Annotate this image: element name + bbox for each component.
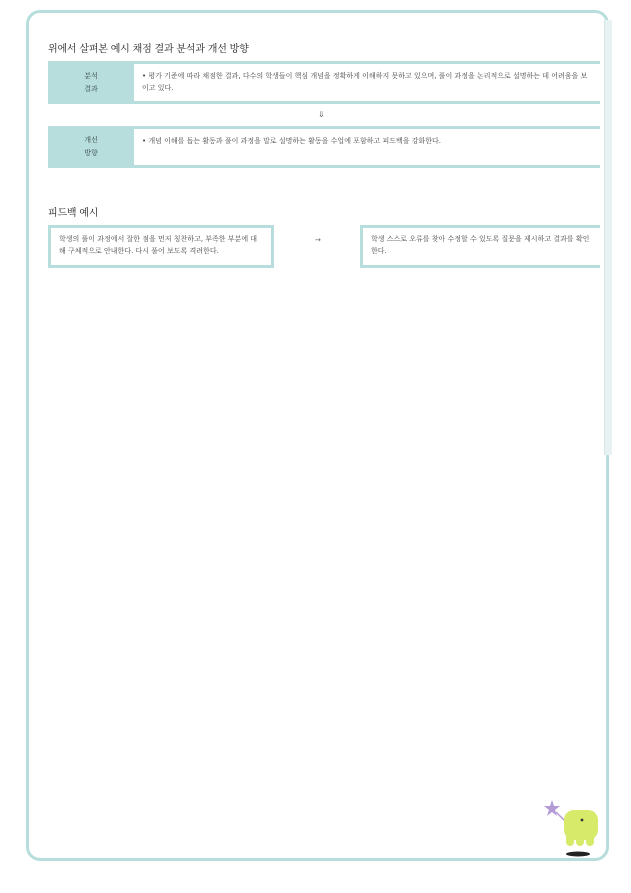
improvement-text: • 개념 이해를 돕는 활동과 풀이 과정을 말로 설명하는 활동을 수업에 포함하고 피드백을 강화한다. (142, 137, 441, 145)
analysis-text: • 평가 기준에 따라 채점한 결과, 다수의 학생들이 핵심 개념을 정확하게 이해하지 못하고 있으며, 풀이 과정을 논리적으로 설명하는 데 어려움을 보이고 있다. (142, 72, 588, 92)
improvement-label (48, 129, 134, 165)
analysis-label-line2: 결과 (84, 84, 98, 93)
analysis-label (48, 64, 134, 101)
feedback-box-left: 학생의 풀이 과정에서 잘한 점을 먼저 칭찬하고, 부족한 부분에 대해 구체적으로 안내한다. 다시 풀어 보도록 격려한다. (48, 225, 274, 268)
section-title-analysis: 위에서 살펴본 예시 채점 결과 분석과 개선 방향 (48, 44, 249, 55)
down-arrow-icon: ⇓ (318, 110, 325, 119)
improvement-label-line1: 개선 (84, 136, 98, 144)
right-arrow-icon: → (315, 236, 321, 244)
improvement-label-line2: 방향 (84, 149, 98, 157)
improvement-row (48, 126, 600, 168)
mascot-icon (540, 796, 606, 858)
section-title-feedback: 피드백 예시 (48, 208, 99, 219)
analysis-row (48, 61, 600, 104)
feedback-box-right: 학생 스스로 오류를 찾아 수정할 수 있도록 질문을 제시하고 결과를 확인한다. (360, 225, 600, 268)
scrollbar[interactable] (604, 20, 612, 455)
analysis-label-line1: 분석 (84, 71, 98, 80)
